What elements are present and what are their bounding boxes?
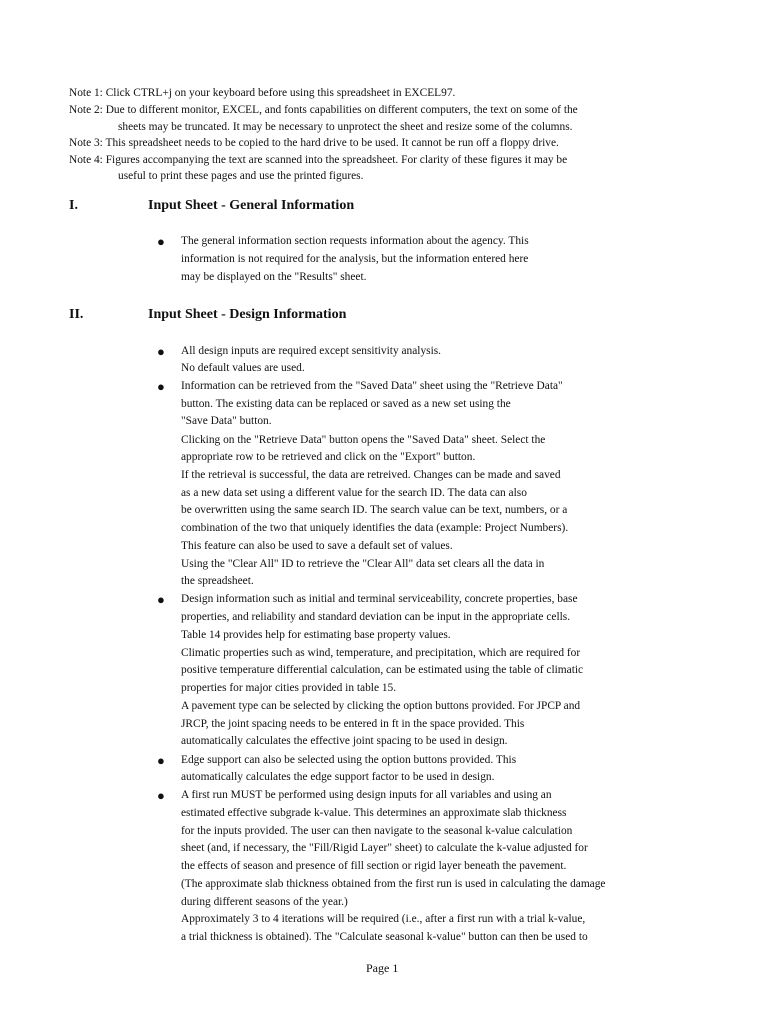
- page-number: Page 1: [366, 961, 399, 975]
- bullet-text-line: estimated effective subgrade k-value. This determines an approximate slab thickness: [181, 807, 567, 819]
- bullet-text-line: This feature can also be used to save a default set of values.: [181, 540, 453, 552]
- bullet-text-line: Climatic properties such as wind, temperature, and precipitation, which are required for: [181, 647, 581, 659]
- bullet-text-line: All design inputs are required except sensitivity analysis.: [181, 345, 442, 357]
- bullet-text-line: (The approximate slab thickness obtained from the first run is used in calculating the damage: [181, 878, 606, 890]
- bullet-text-line: Approximately 3 to 4 iterations will be required (i.e., after a first run with a trial k-value,: [181, 913, 586, 925]
- bullet-text-line: appropriate row to be retrieved and click on the "Export" button.: [181, 451, 476, 463]
- bullet-dot: ●: [157, 344, 165, 359]
- bullet-text-line: JRCP, the joint spacing needs to be entered in ft in the space provided. This: [181, 718, 525, 730]
- bullet-text-line: Design information such as initial and terminal serviceability, concrete properties, base: [181, 593, 578, 605]
- bullet-text-line: be overwritten using the same search ID. The search value can be text, numbers, or a: [181, 504, 568, 516]
- bullet-text-line: the spreadsheet.: [181, 575, 254, 587]
- section-title: Input Sheet - General Information: [148, 198, 355, 213]
- bullet-dot: ●: [157, 379, 165, 394]
- note-2: Note 2: Due to different monitor, EXCEL, and fonts capabilities on different computers, the text on some of the: [69, 104, 578, 116]
- bullet-dot: ●: [157, 592, 165, 607]
- bullet-text-line: "Save Data" button.: [181, 415, 272, 427]
- bullet-dot: ●: [157, 234, 165, 249]
- bullet-text-line: properties for major cities provided in table 15.: [181, 682, 397, 694]
- section-number: I.: [69, 198, 78, 213]
- note-4: Note 4: Figures accompanying the text are scanned into the spreadsheet. For clarity of these figures it may be: [69, 154, 568, 166]
- note-3: Note 3: This spreadsheet needs to be copied to the hard drive to be used. It cannot be run off a floppy drive.: [69, 137, 559, 149]
- bullet-text-line: may be displayed on the "Results" sheet.: [181, 271, 367, 283]
- bullet-text-line: automatically calculates the effective joint spacing to be used in design.: [181, 735, 508, 747]
- bullet-text-line: A first run MUST be performed using design inputs for all variables and using an: [181, 789, 552, 801]
- bullet-text-line: Edge support can also be selected using the option buttons provided. This: [181, 754, 517, 766]
- note-1: Note 1: Click CTRL+j on your keyboard before using this spreadsheet in EXCEL97.: [69, 87, 456, 99]
- bullet-text-line: Table 14 provides help for estimating base property values.: [181, 629, 451, 641]
- bullet-text-line: automatically calculates the edge support factor to be used in design.: [181, 771, 495, 783]
- bullet-text-line: Information can be retrieved from the "Saved Data" sheet using the "Retrieve Data": [181, 380, 563, 392]
- section-title: Input Sheet - Design Information: [148, 307, 347, 322]
- bullet-text-line: A pavement type can be selected by clicking the option buttons provided. For JPCP and: [181, 700, 581, 712]
- bullet-dot: ●: [157, 753, 165, 768]
- bullet-text-line: combination of the two that uniquely identifies the data (example: Project Numbers).: [181, 522, 569, 534]
- bullet-text-line: information is not required for the analysis, but the information entered here: [181, 253, 529, 265]
- note-4-continued: useful to print these pages and use the printed figures.: [118, 170, 364, 182]
- bullet-text-line: as a new data set using a different value for the search ID. The data can also: [181, 487, 527, 499]
- bullet-dot: ●: [157, 788, 165, 803]
- bullet-text-line: positive temperature differential calculation, can be estimated using the table of climatic: [181, 664, 584, 676]
- note-2-continued: sheets may be truncated. It may be necessary to unprotect the sheet and resize some of the columns.: [118, 121, 573, 133]
- section-number: II.: [69, 307, 84, 322]
- bullet-text-line: If the retrieval is successful, the data are retreived. Changes can be made and saved: [181, 469, 561, 481]
- bullet-text-line: a trial thickness is obtained). The "Calculate seasonal k-value" button can then be used to: [181, 931, 588, 943]
- bullet-text-line: button. The existing data can be replaced or saved as a new set using the: [181, 398, 511, 410]
- bullet-text-line: during different seasons of the year.): [181, 896, 348, 908]
- bullet-text-line: No default values are used.: [181, 362, 305, 374]
- bullet-text-line: sheet (and, if necessary, the "Fill/Rigid Layer" sheet) to calculate the k-value adjusted for: [181, 842, 588, 854]
- bullet-text-line: Using the "Clear All" ID to retrieve the "Clear All" data set clears all the data in: [181, 558, 545, 570]
- bullet-text-line: for the inputs provided. The user can then navigate to the seasonal k-value calculation: [181, 825, 573, 837]
- bullet-text-line: properties, and reliability and standard deviation can be input in the appropriate cells.: [181, 611, 571, 623]
- bullet-text-line: Clicking on the "Retrieve Data" button opens the "Saved Data" sheet. Select the: [181, 434, 546, 446]
- bullet-text-line: The general information section requests information about the agency. This: [181, 235, 529, 247]
- bullet-text-line: the effects of season and presence of fill section or rigid layer beneath the pavement.: [181, 860, 567, 872]
